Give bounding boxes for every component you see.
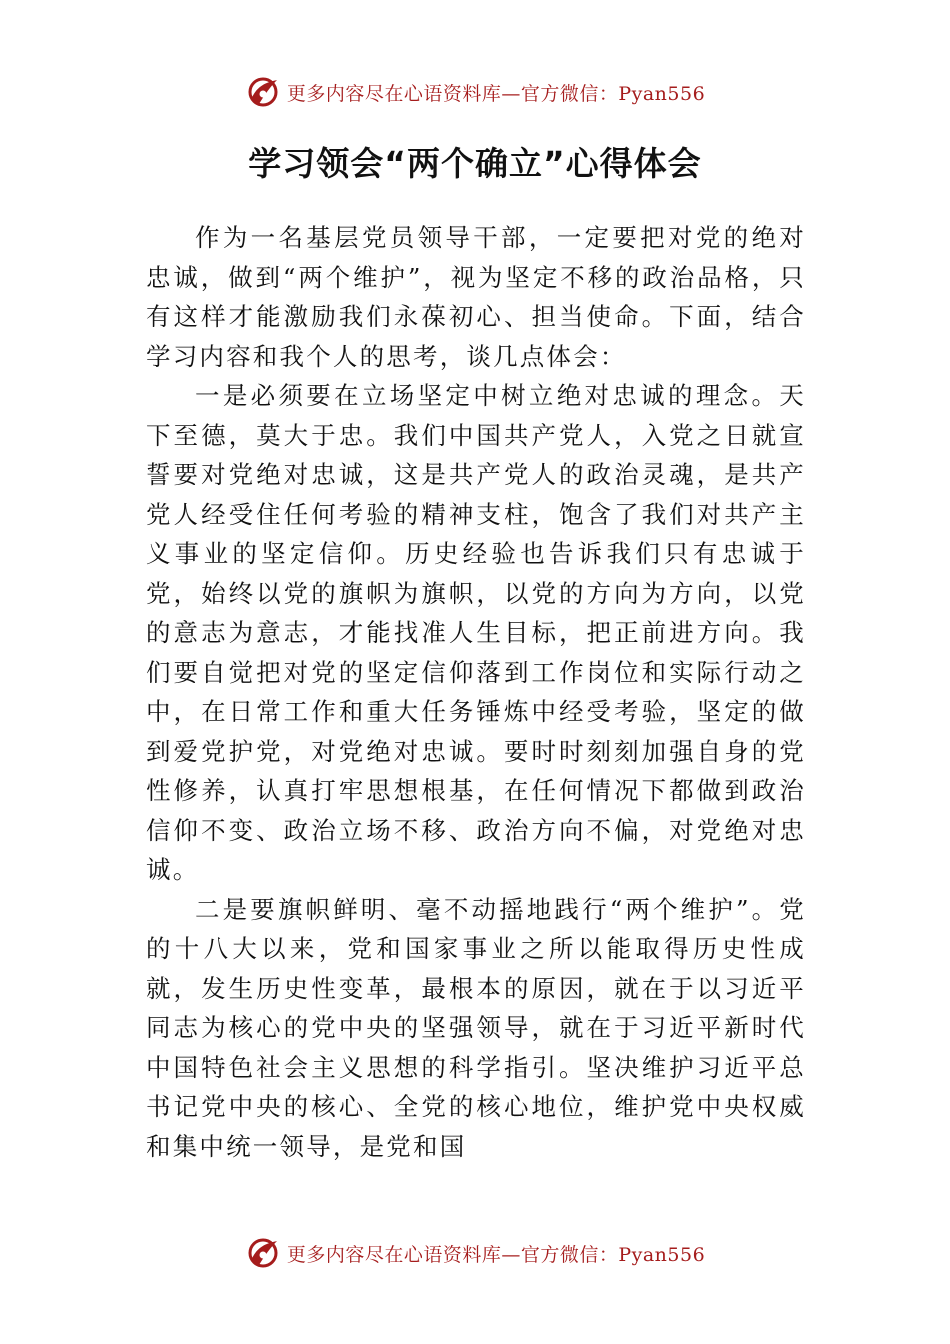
header-banner-text: 更多内容尽在心语资料库—官方微信：Pyan556 [286,82,706,105]
document-body [146,218,806,1166]
logo-icon [245,1235,281,1271]
paragraph-intro: 作为一名基层党员领导干部，一定要把对党的绝对忠诚，做到“两个维护”，视为坚定不移的政治品格，只有这样才能激励我们永葆初心、担当使命。下面，结合学习内容和我个人的思考，谈几点体会： [146,223,806,371]
paragraph-point-two: 二是要旗帜鲜明、毫不动摇地践行“两个维护”。党的十八大以来，党和国家事业之所以能取得历史性成就，发生历史性变革，最根本的原因，就在于以习近平同志为核心的党中央的坚强领导，就在于习近平新时代中国特色社会主义思想的科学指引。坚决维护习近平总书记党中央的核心、全党的核心地位，维护党中央权威和集中统一领导，是党和国 [146,894,806,1161]
header-banner [0,74,950,110]
paragraph-point-one: 一是必须要在立场坚定中树立绝对忠诚的理念。天下至德，莫大于忠。我们中国共产党人，入党之日就宣誓要对党绝对忠诚，这是共产党人的政治灵魂，是共产党人经受住任何考验的精神支柱，饱含了我们对共产主义事业的坚定信仰。历史经验也告诉我们只有忠诚于党，始终以党的旗帜为旗帜，以党的方向为方向，以党的意志为意志，才能找准人生目标，把正前进方向。我们要自觉把对党的坚定信仰落到工作岗位和实际行动之中，在日常工作和重大任务锤炼中经受考验，坚定的做到爱党护党，对党绝对忠诚。要时时刻刻加强自身的党性修养，认真打牢思想根基，在任何情况下都做到政治信仰不变、政治立场不移、政治方向不偏，对党绝对忠诚。 [146,381,806,884]
footer-banner [0,1235,950,1271]
footer-banner-text: 更多内容尽在心语资料库—官方微信：Pyan556 [286,1243,706,1266]
logo-icon [245,74,281,110]
document-title: 学习领会“两个确立”心得体会 [248,144,702,183]
